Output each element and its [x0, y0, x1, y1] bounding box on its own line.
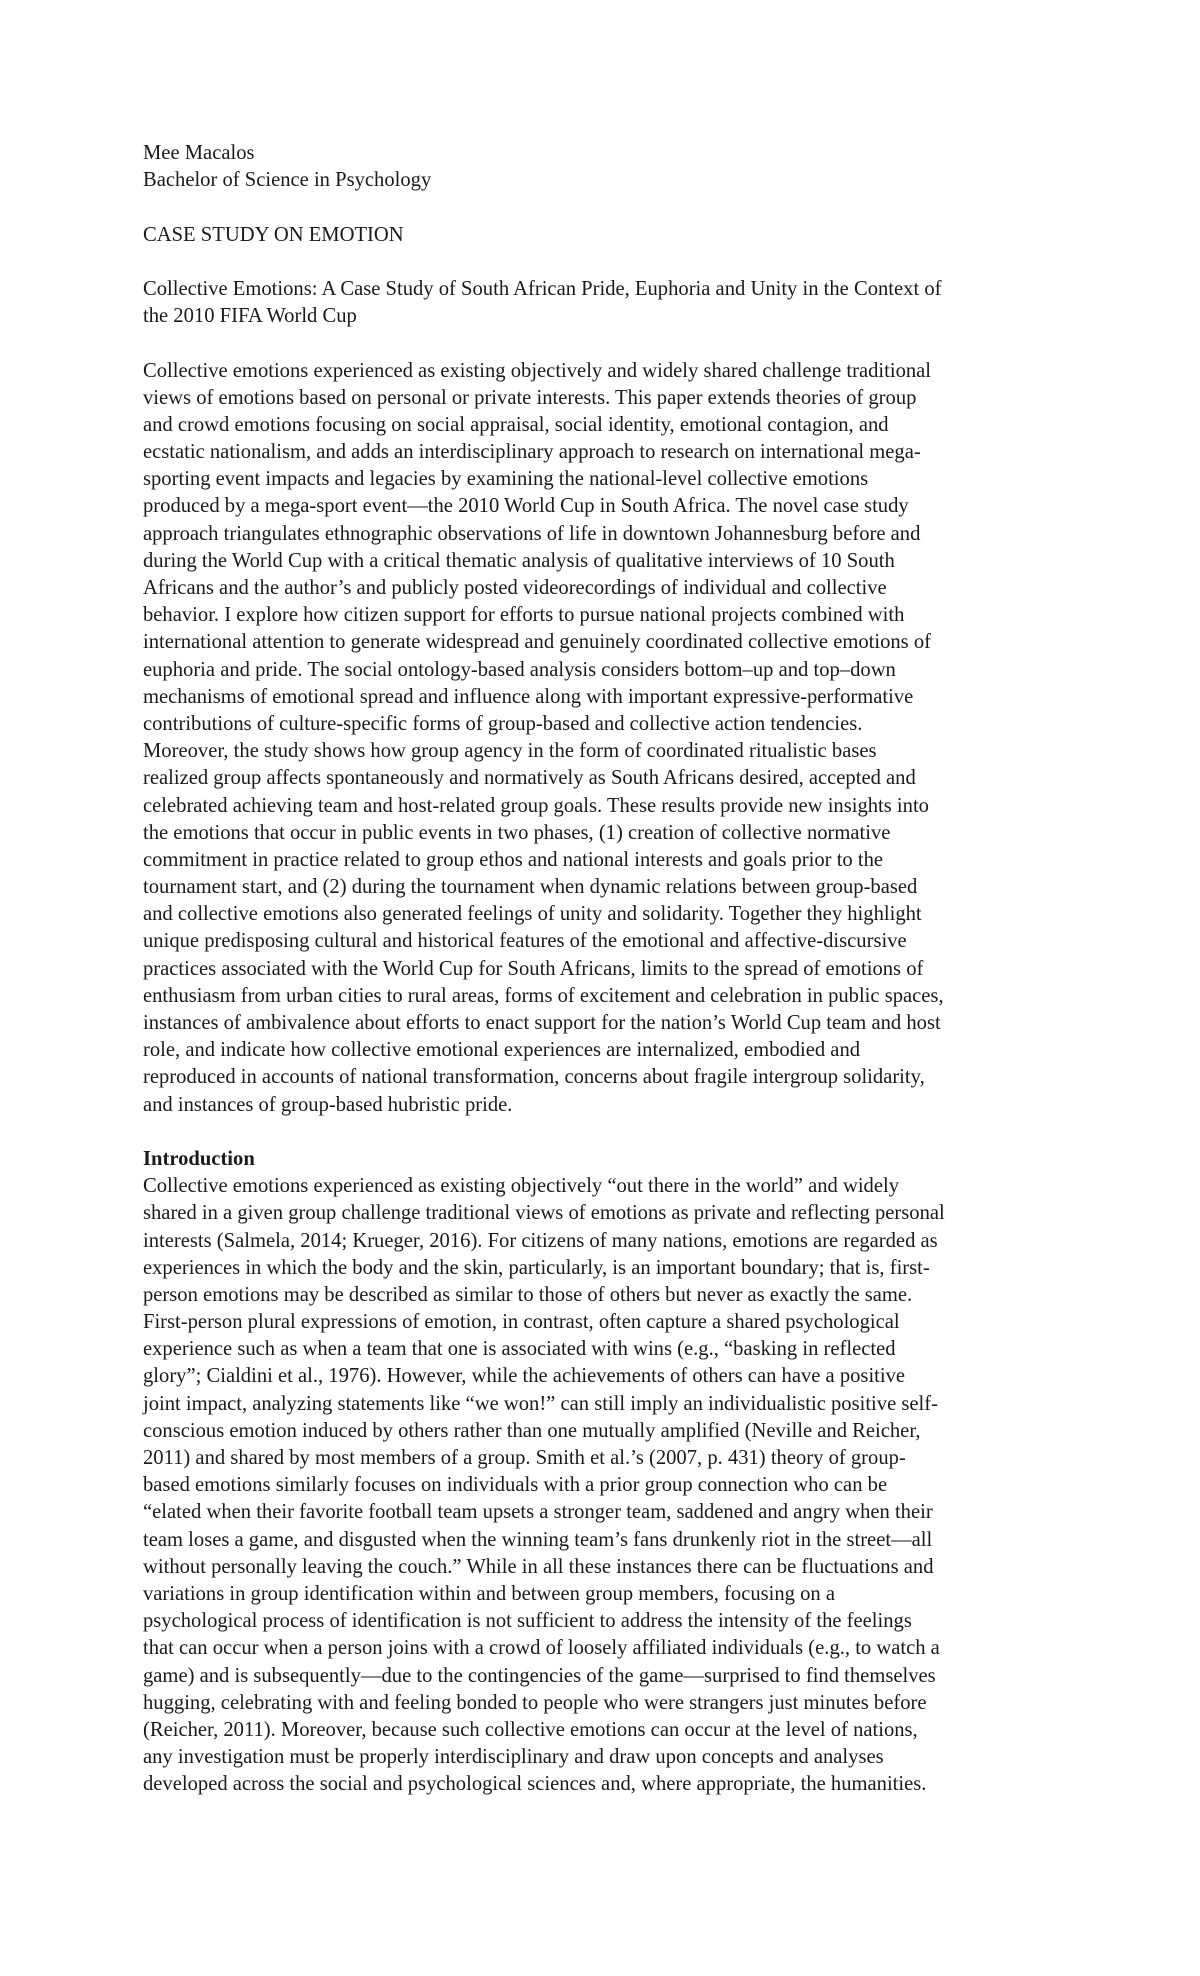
introduction-line: game) and is subsequently—due to the contingencies of the game—surprised to find themselves	[143, 1664, 936, 1687]
case-label: CASE STUDY ON EMOTION	[143, 223, 404, 246]
introduction-line: “elated when their favorite football team upsets a stronger team, saddened and angry when their	[143, 1501, 933, 1524]
abstract-line: Collective emotions experienced as existing objectively and widely shared challenge traditional	[143, 359, 932, 382]
abstract-line: behavior. I explore how citizen support for efforts to pursue national projects combined with	[143, 604, 905, 627]
author-name: Mee Macalos	[143, 142, 255, 164]
abstract-line: mechanisms of emotional spread and influence along with important expressive-performative	[143, 685, 914, 708]
section-heading: Introduction	[143, 1147, 255, 1170]
introduction-line: glory”; Cialdini et al., 1976). However, while the achievements of others can have a positive	[143, 1365, 906, 1388]
abstract-line: sporting event impacts and legacies by examining the national-level collective emotions	[143, 468, 869, 491]
abstract-line: instances of ambivalence about efforts to enact support for the nation’s World Cup team and host	[143, 1012, 941, 1034]
abstract-line: unique predisposing cultural and historical features of the emotional and affective-discursive	[143, 930, 907, 953]
introduction-line: conscious emotion induced by others rather than one mutually amplified (Neville and Reicher,	[143, 1419, 921, 1442]
abstract-line: Africans and the author’s and publicly posted videorecordings of individual and collective	[143, 577, 887, 599]
abstract-line: and crowd emotions focusing on social appraisal, social identity, emotional contagion, and	[143, 413, 889, 436]
title-line: Collective Emotions: A Case Study of South African Pride, Euphoria and Unity in the Context of	[143, 277, 942, 300]
abstract-line: Moreover, the study shows how group agency in the form of coordinated ritualistic bases	[143, 740, 877, 763]
abstract-line: role, and indicate how collective emotional experiences are internalized, embodied and	[143, 1039, 861, 1062]
abstract-line: approach triangulates ethnographic observations of life in downtown Johannesburg before and	[143, 522, 921, 545]
introduction-line: without personally leaving the couch.” While in all these instances there can be fluctuations and	[143, 1555, 934, 1578]
author-block	[143, 140, 1083, 194]
introduction-line: experience such as when a team that one is associated with wins (e.g., “basking in reflected	[143, 1338, 896, 1361]
abstract-line: international attention to generate widespread and genuinely coordinated collective emotions of	[143, 631, 932, 654]
introduction-line: psychological process of identification is not sufficient to address the intensity of the feelings	[143, 1610, 912, 1633]
introduction-line: person emotions may be described as similar to those of others but never as exactly the same.	[143, 1283, 913, 1306]
abstract-line: realized group affects spontaneously and normatively as South Africans desired, accepted and	[143, 767, 916, 790]
introduction-line: team loses a game, and disgusted when the winning team’s fans drunkenly riot in the street—all	[143, 1528, 933, 1551]
introduction-section	[143, 1146, 1083, 1799]
introduction-line: joint impact, analyzing statements like “we won!” can still imply an individualistic positive self-	[143, 1392, 938, 1415]
introduction-line: shared in a given group challenge traditional views of emotions as private and reflecting personal	[143, 1202, 945, 1225]
abstract-line: the emotions that occur in public events in two phases, (1) creation of collective normative	[143, 821, 891, 844]
abstract-line: produced by a mega-sport event—the 2010 World Cup in South Africa. The novel case study	[143, 495, 909, 518]
author-program: Bachelor of Science in Psychology	[143, 169, 432, 192]
abstract-line: and collective emotions also generated feelings of unity and solidarity. Together they highlight	[143, 903, 922, 926]
introduction-line: First-person plural expressions of emotion, in contrast, often capture a shared psychological	[143, 1311, 900, 1334]
abstract-line: celebrated achieving team and host-related group goals. These results provide new insights into	[143, 794, 929, 817]
introduction-line: hugging, celebrating with and feeling bonded to people who were strangers just minutes before	[143, 1691, 927, 1714]
introduction-line: variations in group identification within and between group members, focusing on a	[143, 1582, 836, 1605]
abstract-line: commitment in practice related to group ethos and national interests and goals prior to the	[143, 848, 884, 871]
abstract-line: euphoria and pride. The social ontology-based analysis considers bottom–up and top–down	[143, 658, 896, 681]
abstract-paragraph	[143, 358, 1083, 1119]
introduction-line: interests (Salmela, 2014; Krueger, 2016). For citizens of many nations, emotions are regarded as	[143, 1229, 938, 1252]
introduction-line: based emotions similarly focuses on individuals with a prior group connection who can be	[143, 1474, 888, 1497]
case-label-block	[143, 222, 1083, 249]
introduction-line: (Reicher, 2011). Moreover, because such collective emotions can occur at the level of nations,	[143, 1718, 918, 1741]
introduction-line: Collective emotions experienced as existing objectively “out there in the world” and widely	[143, 1175, 900, 1198]
abstract-line: views of emotions based on personal or private interests. This paper extends theories of group	[143, 386, 917, 409]
paper-title	[143, 276, 1083, 330]
introduction-line: developed across the social and psychological sciences and, where appropriate, the humanities.	[143, 1773, 927, 1796]
abstract-line: reproduced in accounts of national transformation, concerns about fragile intergroup solidarity,	[143, 1066, 925, 1089]
introduction-line: that can occur when a person joins with a crowd of loosely affiliated individuals (e.g., to watch a	[143, 1637, 940, 1660]
introduction-line: experiences in which the body and the skin, particularly, is an important boundary; that is, first-	[143, 1256, 930, 1279]
abstract-line: during the World Cup with a critical thematic analysis of qualitative interviews of 10 South	[143, 549, 895, 572]
abstract-line: ecstatic nationalism, and adds an interdisciplinary approach to research on international mega-	[143, 441, 921, 464]
abstract-line: and instances of group-based hubristic pride.	[143, 1093, 513, 1116]
abstract-line: contributions of culture-specific forms of group-based and collective action tendencies.	[143, 712, 863, 735]
page-content	[143, 140, 1083, 1798]
title-line: the 2010 FIFA World Cup	[143, 305, 357, 328]
abstract-line: enthusiasm from urban cities to rural areas, forms of excitement and celebration in public spaces,	[143, 984, 944, 1007]
introduction-line: 2011) and shared by most members of a group. Smith et al.’s (2007, p. 431) theory of group-	[143, 1447, 906, 1469]
abstract-line: tournament start, and (2) during the tournament when dynamic relations between group-based	[143, 876, 918, 899]
introduction-line: any investigation must be properly interdisciplinary and draw upon concepts and analyses	[143, 1746, 884, 1769]
abstract-line: practices associated with the World Cup for South Africans, limits to the spread of emotions of	[143, 957, 924, 980]
